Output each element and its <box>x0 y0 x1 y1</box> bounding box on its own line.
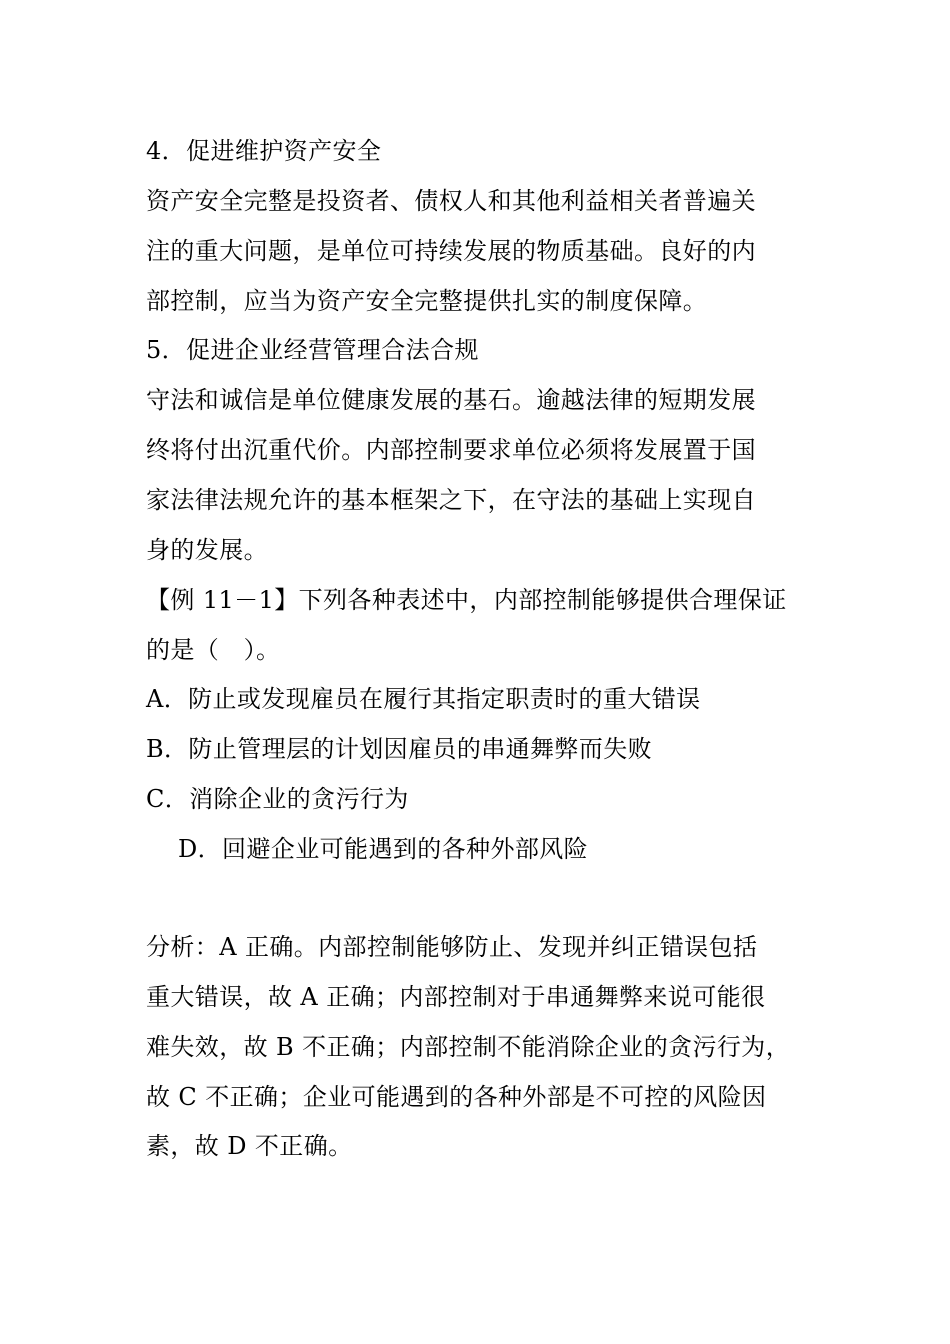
analysis-line: 素，故 D 不正确。 <box>146 1132 353 1160</box>
analysis-line: 故 C 不正确；企业可能遇到的各种外部是不可控的风险因 <box>146 1083 767 1111</box>
paragraph-line: 资产安全完整是投资者、债权人和其他利益相关者普遍关 <box>146 187 756 215</box>
analysis-line: 重大错误，故 A 正确；内部控制对于串通舞弊来说可能很 <box>146 983 766 1011</box>
option-c: C．消除企业的贪污行为 <box>146 785 409 813</box>
analysis-line: 分析：A 正确。内部控制能够防止、发现并纠正错误包括 <box>146 933 758 961</box>
option-b: B．防止管理层的计划因雇员的串通舞弊而失败 <box>146 735 653 763</box>
option-a: A．防止或发现雇员在履行其指定职责时的重大错误 <box>146 685 701 713</box>
section-heading-4: 4．促进维护资产安全 <box>146 137 382 165</box>
paragraph-line: 身的发展。 <box>146 536 268 564</box>
paragraph-line: 注的重大问题，是单位可持续发展的物质基础。良好的内 <box>146 237 756 265</box>
paragraph-line: 家法律法规允许的基本框架之下，在守法的基础上实现自 <box>146 486 756 514</box>
paragraph-line: 守法和诚信是单位健康发展的基石。逾越法律的短期发展 <box>146 386 756 414</box>
section-heading-5: 5．促进企业经营管理合法合规 <box>146 336 479 364</box>
example-question: 【例 11－1】下列各种表述中，内部控制能够提供合理保证 <box>146 586 787 614</box>
paragraph-line: 部控制，应当为资产安全完整提供扎实的制度保障。 <box>146 287 708 315</box>
paragraph-line: 终将付出沉重代价。内部控制要求单位必须将发展置于国 <box>146 436 756 464</box>
analysis-line: 难失效，故 B 不正确；内部控制不能消除企业的贪污行为， <box>146 1033 791 1061</box>
option-d: D．回避企业可能遇到的各种外部风险 <box>178 835 589 863</box>
example-question-cont: 的是（ ）。 <box>146 636 281 664</box>
